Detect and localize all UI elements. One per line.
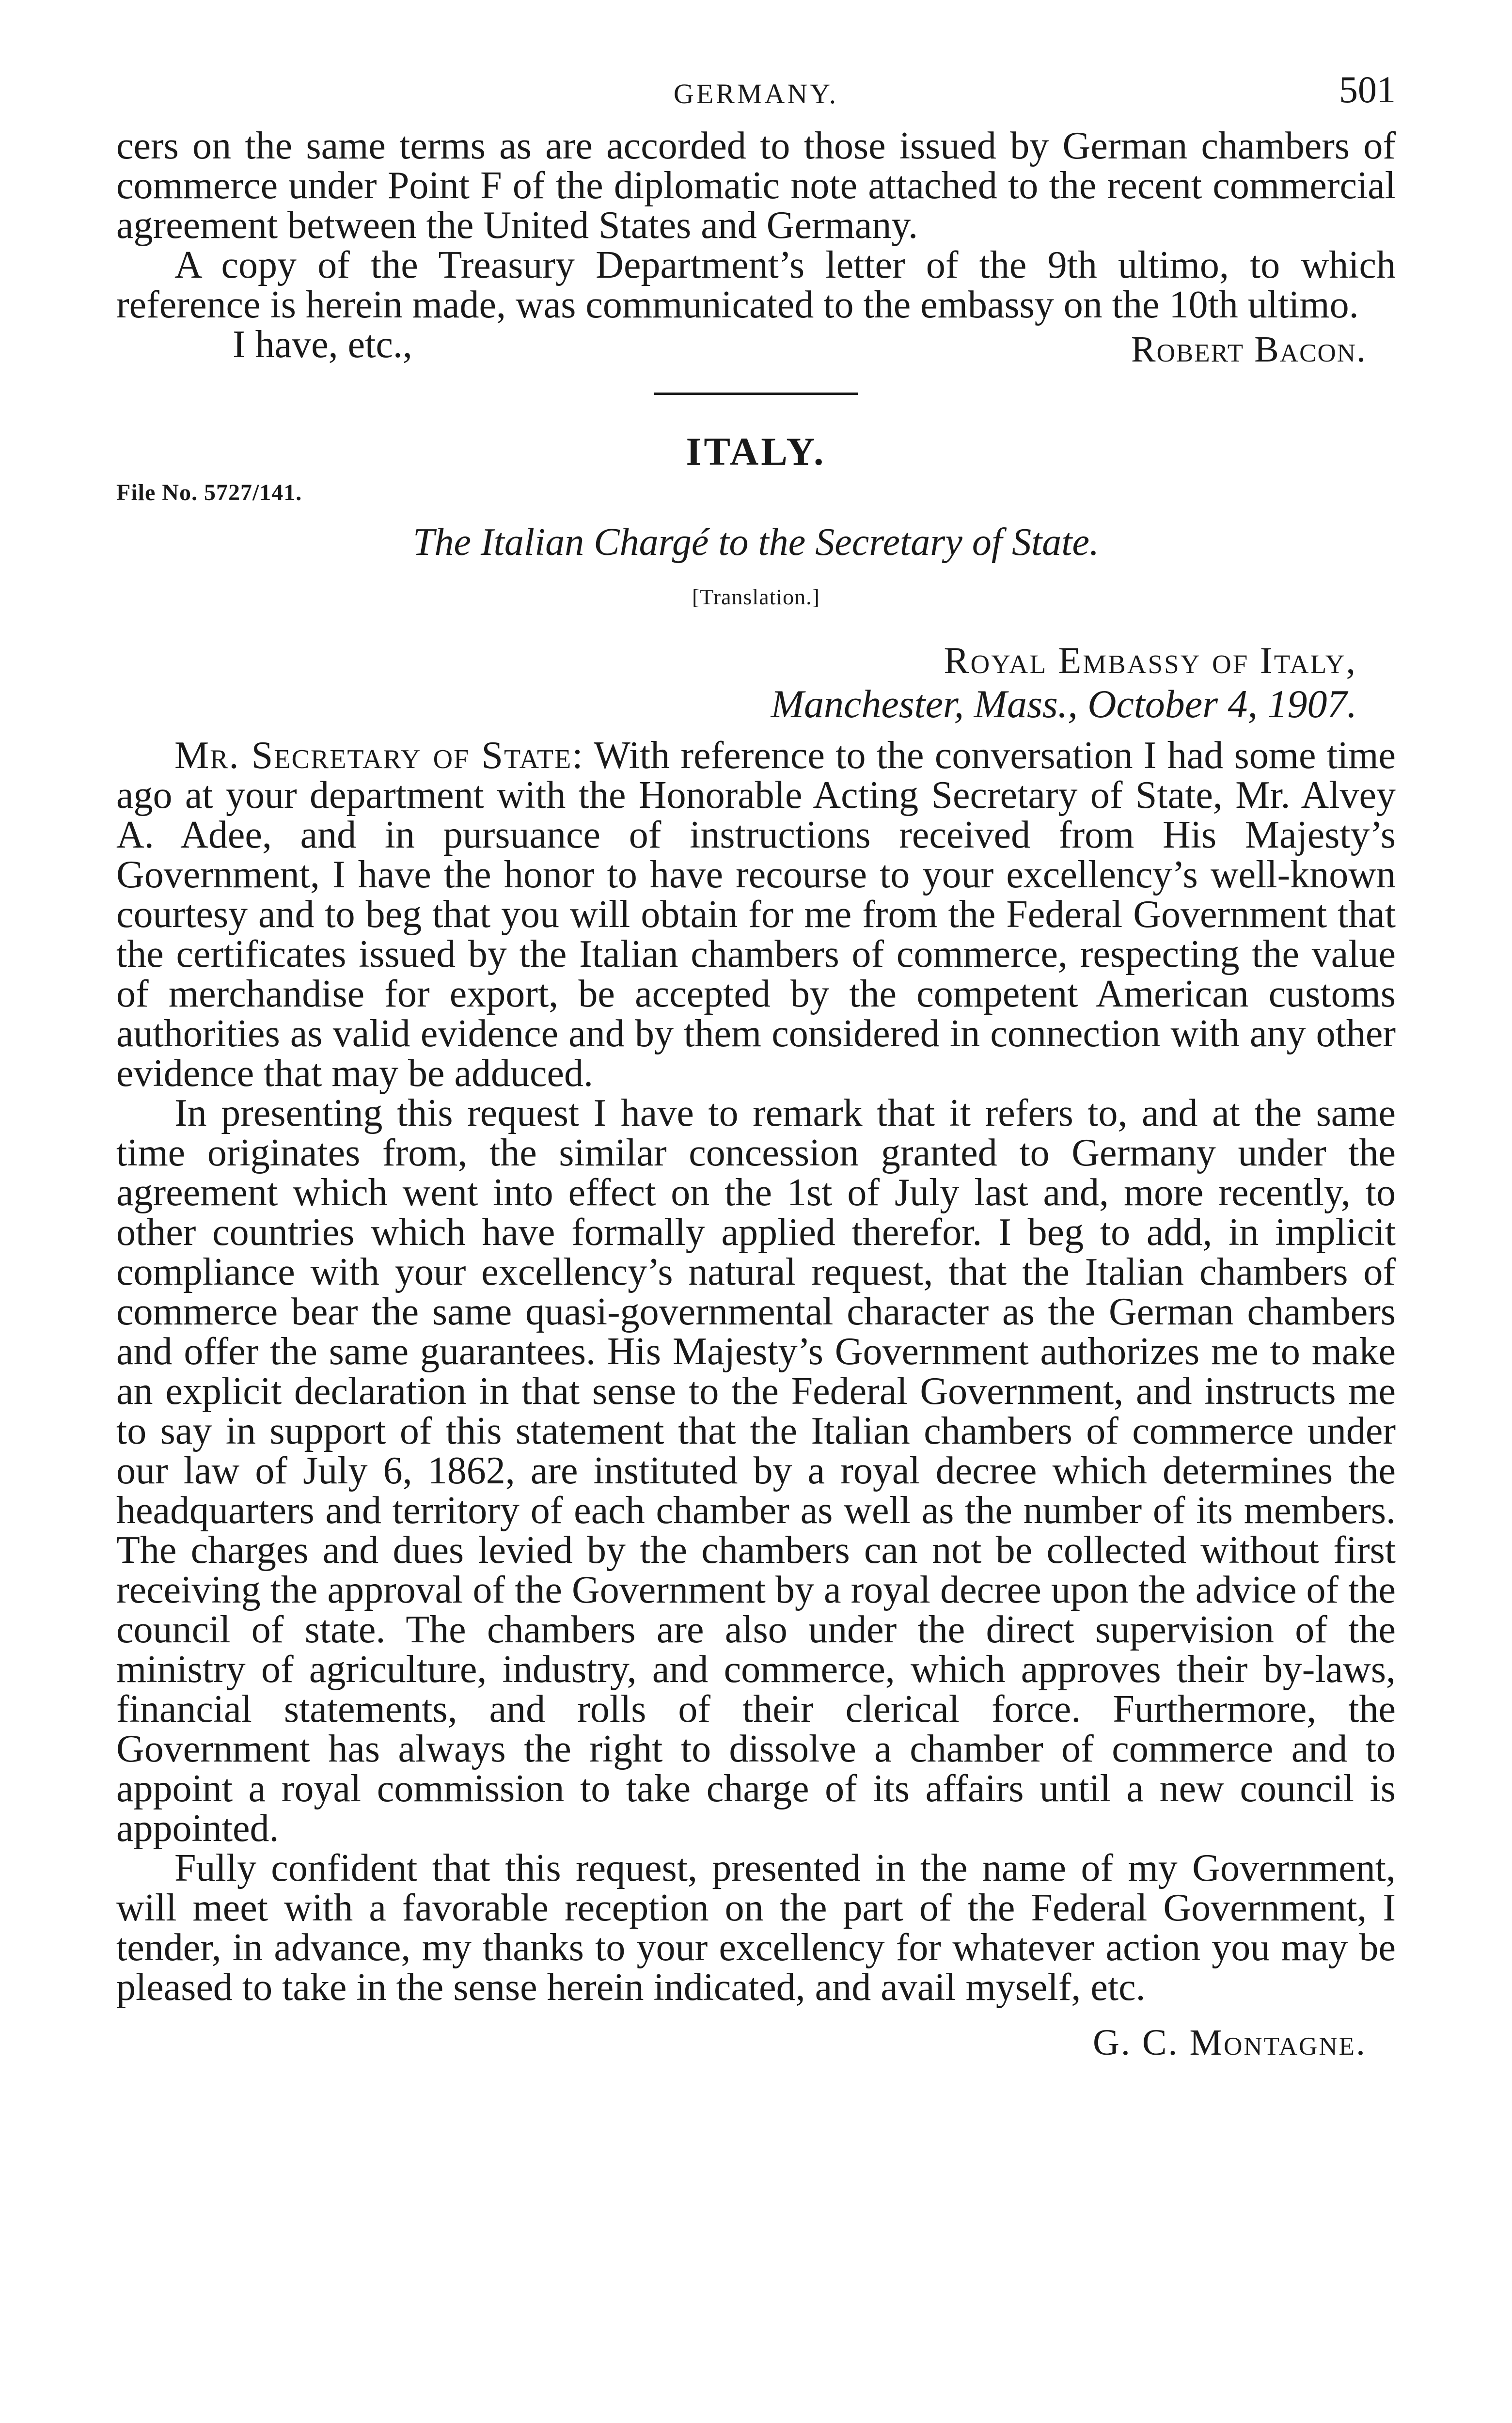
previous-letter-closing [116,325,1396,373]
translation-note: [Translation.] [692,584,820,609]
closing-formula: I have, etc., [233,323,412,366]
file-number: File No. 5727/141. [116,480,302,505]
section-heading: ITALY. [686,429,826,473]
bacon-signature: Robert Bacon. [1131,329,1367,370]
body-paragraph: In presenting this request I have to remark that it refers to, and at the same time originates from, the similar concession granted to Germany under the agreement which went into effect on the 1st of July last and, more recently, to other countries which have formally applied therefor. I beg to add, in implicit compliance with your excellency’s natural request, that the Italian chambers of commerce bear the same quasi-governmental character as the German chambers and offer the same guarantees. His Majesty’s Government authorizes me to make an explicit declaration in that sense to the Federal Government, and instructs me to say in support of this statement that the Italian chambers of commerce under our law of July 6, 1862, are instituted by a royal decree which determines the headquarters and territory of each chamber as well as the number of its members. The charges and dues levied by the chambers can not be collected without first receiving the approval of the Government by a royal decree upon the advice of the council of state. The chambers are also under the direct supervision of the ministry of agriculture, industry, and commerce, which approves their by-laws, financial statements, and rolls of their clerical force. Furthermore, the Government has always the right to dissolve a chamber of commerce and to appoint a royal commission to take charge of its affairs until a new council is appointed. [116,1092,1396,1850]
place-and-date: Manchester, Mass., October 4, 1907. [771,682,1357,726]
opening-paragraph [116,736,1396,1093]
closing-paragraph: Fully confident that this request, presented in the name of my Government, will meet with a favorable reception on the part of the Federal Government, I tender, in advance, my thanks to your excellency for whatever action you may be pleased to take in the sense herein indicated, and avail myself, etc. [116,1847,1396,2009]
running-header [116,68,1396,126]
letterhead [116,639,1357,726]
embassy-name: Royal Embassy of Italy, [944,639,1357,681]
page-number: 501 [1339,68,1396,110]
montagne-signature: G. C. Montagne. [1092,2022,1367,2063]
treasury-letter-paragraph: A copy of the Treasury Department’s letter of the 9th ultimo, to which reference is herein made, was communicated to the embassy on the 10th ultimo. [116,244,1396,326]
continued-paragraph: cers on the same terms as are accorded to those issued by German chambers of commerce under Point F of the diplomatic note attached to the recent commercial agreement between the United States and Germany. [116,125,1396,247]
document-page [116,68,1396,2064]
running-title: GERMANY. [673,78,839,110]
document-title: The Italian Chargé to the Secretary of State. [412,521,1100,564]
salutation: Mr. Secretary of State: [174,734,584,777]
opening-paragraph-text: With reference to the conversation I had some time ago at your department with the Honorable Acting Secretary of State, Mr. Alvey A. Adee, and in pursuance of instructions received from His Majesty’s Government, I have the honor to have recourse to your excellency’s well-known courtesy and to beg that you will obtain for me from the Federal Government that the certificates issued by the Italian chambers of commerce, respecting the value of merchandise for export, be accepted by the competent American customs authorities as valid evidence and by them considered in connection with any other evidence that may be adduced. [116,734,1396,1095]
section-divider [654,393,858,395]
